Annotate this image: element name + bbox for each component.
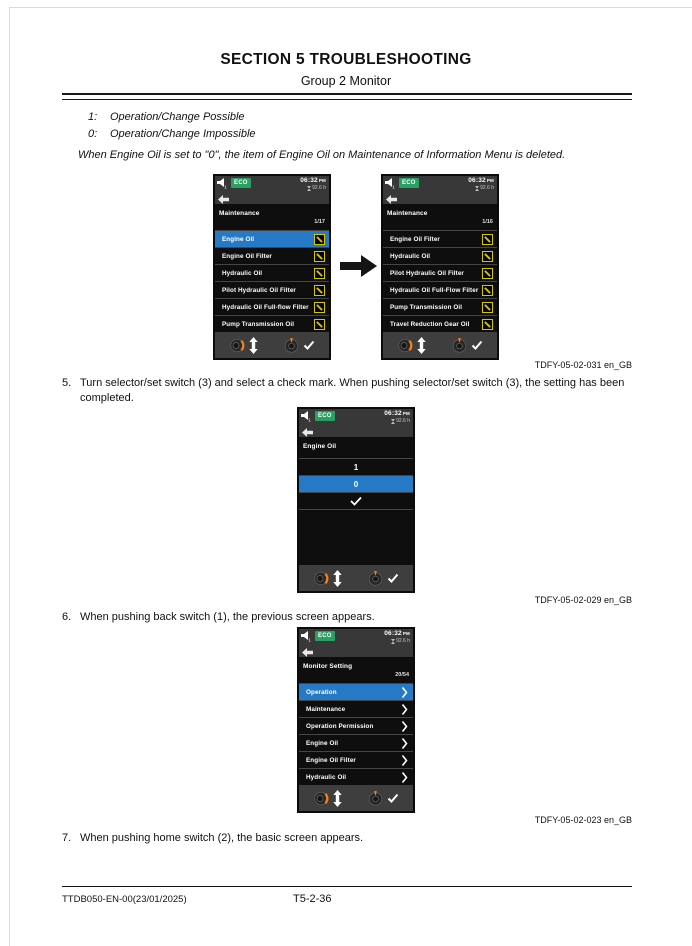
selector-knob-turn-icon — [397, 337, 414, 354]
option-value: 1 — [353, 462, 359, 472]
menu-item-label: Engine Oil Filter — [222, 252, 272, 260]
scroll-control-hint — [313, 790, 342, 807]
time-text — [384, 411, 410, 418]
chevron-right-icon — [401, 720, 408, 733]
clock-block — [300, 178, 326, 191]
step-text: When pushing home switch (2), the basic screen appears. — [80, 832, 364, 844]
menu-item — [299, 683, 413, 700]
confirm-check-icon — [387, 573, 399, 583]
speaker-icon — [385, 178, 396, 189]
adjust-icon-glyph — [484, 253, 491, 260]
screen-title: Maintenance — [387, 210, 428, 217]
chevron-right-icon — [401, 720, 408, 733]
menu-item-label: Hydraulic Oil Full-Flow Filter — [390, 286, 479, 294]
step-6 — [62, 610, 625, 625]
scroll-control-hint — [313, 570, 342, 587]
legend-value: 0: — [88, 128, 98, 140]
maintenance-adjust-icon — [482, 268, 493, 279]
option-value: 0 — [353, 479, 359, 489]
legend-text: Operation/Change Impossible — [110, 128, 256, 140]
menu-item — [215, 281, 329, 298]
adjust-icon-glyph — [316, 236, 323, 243]
menu-item — [215, 247, 329, 264]
step-7 — [62, 831, 625, 846]
hour-meter-icon — [307, 186, 311, 191]
meridiem: PM — [486, 178, 494, 183]
adjust-icon-glyph — [484, 287, 491, 294]
menu-item — [215, 298, 329, 315]
maintenance-adjust-icon — [314, 302, 325, 313]
monitor-setting-menu — [297, 627, 415, 813]
hour-meter — [384, 419, 410, 424]
page-edge-top — [9, 7, 692, 8]
menu-item-label: Engine Oil Filter — [306, 756, 356, 764]
selector-knob-turn-icon — [313, 790, 330, 807]
speaker-icon — [301, 631, 312, 642]
menu-item — [383, 230, 497, 247]
chevron-right-icon — [401, 703, 408, 716]
scroll-control-hint — [229, 337, 258, 354]
group-subtitle: Group 2 Monitor — [300, 74, 392, 88]
menu-item-label: Pump Transmission Oil — [222, 320, 295, 328]
meridiem: PM — [318, 178, 326, 183]
scroll-up-down-icon — [333, 570, 342, 587]
adjust-icon-glyph — [316, 287, 323, 294]
back-arrow-glyph — [302, 648, 314, 658]
monitor-maintenance-before — [213, 174, 331, 360]
hour-value: 92.6 h — [396, 638, 410, 644]
hour-meter-icon — [475, 186, 479, 191]
arrow-shaft — [340, 262, 361, 270]
eco-badge: ECO — [231, 178, 251, 188]
step-number: 5. — [62, 377, 72, 389]
monitor-status-bar — [383, 176, 497, 204]
menu-item — [383, 247, 497, 264]
note-text: When Engine Oil is set to "0", the item of Engine Oil on Maintenance of Information Menu is deleted. — [78, 149, 566, 161]
scroll-control-hint — [397, 337, 426, 354]
time-text — [384, 631, 410, 638]
adjust-icon-glyph — [316, 270, 323, 277]
maintenance-adjust-icon — [314, 268, 325, 279]
monitor-engine-oil-setting — [297, 407, 415, 593]
status-row — [299, 629, 413, 642]
menu-item-label: Pump Transmission Oil — [390, 303, 463, 311]
legend-line-2 — [88, 128, 256, 140]
chevron-right-icon — [401, 686, 408, 699]
adjust-icon-glyph — [484, 304, 491, 311]
screen-title-block — [299, 437, 413, 458]
figure-caption-2: TDFY-05-02-029 en_GB — [534, 595, 632, 605]
maintenance-adjust-icon — [482, 319, 493, 330]
screen-title-block — [299, 657, 413, 683]
meridiem: PM — [402, 631, 410, 636]
step-number: 6. — [62, 611, 72, 623]
option-row — [299, 475, 413, 492]
adjust-icon-glyph — [316, 253, 323, 260]
speaker-icon — [217, 178, 228, 189]
header-rule — [62, 93, 632, 100]
svg-text:1: 1 — [308, 417, 311, 422]
menu-item — [215, 230, 329, 247]
menu-item-label: Pilot Hydraulic Oil Filter — [222, 286, 296, 294]
menu-item — [383, 298, 497, 315]
hour-meter — [468, 186, 494, 191]
status-row — [299, 409, 413, 422]
maintenance-adjust-icon — [482, 251, 493, 262]
monitor-bottom-bar — [299, 565, 413, 591]
adjust-icon-glyph — [484, 270, 491, 277]
figure-caption-3: TDFY-05-02-023 en_GB — [534, 815, 632, 825]
clock-block — [468, 178, 494, 191]
back-arrow-glyph — [218, 195, 230, 205]
chevron-right-icon — [401, 686, 408, 699]
chevron-right-icon — [401, 703, 408, 716]
selector-knob-turn-icon — [229, 337, 246, 354]
scroll-up-down-icon — [417, 337, 426, 354]
arrow-head — [361, 255, 377, 277]
maintenance-adjust-icon — [314, 285, 325, 296]
selector-knob-press-icon — [367, 570, 384, 587]
adjust-icon-glyph — [484, 321, 491, 328]
time-text — [468, 178, 494, 185]
adjust-icon-glyph — [316, 304, 323, 311]
selector-knob-turn-icon — [313, 570, 330, 587]
screen-title: Maintenance — [219, 210, 260, 217]
monitor-bottom-bar — [215, 332, 329, 358]
hour-meter-icon — [391, 639, 395, 644]
maintenance-adjust-icon — [314, 319, 325, 330]
screen-title: Monitor Setting — [303, 663, 353, 670]
menu-item-label: Engine Oil Filter — [390, 235, 440, 243]
time-value: 06:32 — [384, 630, 402, 637]
menu-item — [299, 768, 413, 785]
menu-item-label: Hydraulic Oil — [390, 252, 431, 260]
legend-text: Operation/Change Possible — [110, 111, 245, 123]
menu-item — [383, 264, 497, 281]
status-row — [383, 176, 497, 189]
page-indicator: 20/54 — [395, 672, 409, 678]
screen-title-block — [215, 204, 329, 230]
option-row — [299, 492, 413, 509]
selector-knob-press-icon — [451, 337, 468, 354]
selector-knob-press-icon — [367, 790, 384, 807]
clock-block — [384, 631, 410, 644]
menu-item — [299, 751, 413, 768]
time-value: 06:32 — [384, 410, 402, 417]
separator — [299, 509, 413, 510]
menu-item — [215, 315, 329, 332]
back-switch-icon — [302, 645, 314, 663]
chevron-right-icon — [401, 737, 408, 750]
confirm-check-icon — [387, 793, 399, 803]
screen-title: Engine Oil — [303, 443, 337, 450]
chevron-right-icon — [401, 754, 408, 767]
menu-item — [383, 315, 497, 332]
eco-badge: ECO — [399, 178, 419, 188]
chevron-right-icon — [401, 771, 408, 784]
svg-text:1: 1 — [308, 637, 311, 642]
menu-item — [299, 734, 413, 751]
transition-arrow-icon — [340, 255, 377, 277]
monitor-status-bar — [299, 409, 413, 437]
clock-block — [384, 411, 410, 424]
page-indicator: 1/16 — [482, 219, 493, 225]
menu-item-label: Pilot Hydraulic Oil Filter — [390, 269, 464, 277]
hour-value: 92.6 h — [480, 185, 494, 191]
step-number: 7. — [62, 832, 72, 844]
monitor-maintenance-after — [381, 174, 499, 360]
select-control-hint — [283, 337, 315, 354]
menu-item-label: Engine Oil — [306, 739, 339, 747]
menu-item-label: Travel Reduction Gear Oil — [390, 320, 470, 328]
back-switch-icon — [302, 425, 314, 443]
chevron-right-icon — [401, 754, 408, 767]
adjust-icon-glyph — [484, 236, 491, 243]
chevron-right-icon — [401, 771, 408, 784]
svg-text:1: 1 — [392, 184, 395, 189]
step-text: Turn selector/set switch (3) and select a check mark. When pushing selector/set switch (3), the setting has been completed. — [80, 377, 625, 404]
maintenance-adjust-icon — [482, 285, 493, 296]
footer-rule — [62, 886, 632, 887]
hour-meter — [384, 639, 410, 644]
time-text — [300, 178, 326, 185]
page-indicator: 1/17 — [314, 219, 325, 225]
step-text: When pushing back switch (1), the previous screen appears. — [80, 611, 375, 623]
hour-value: 92.6 h — [396, 418, 410, 424]
speaker-icon — [301, 411, 312, 422]
confirm-check-icon — [303, 340, 315, 350]
back-switch-icon — [218, 192, 230, 210]
footer-page-number: T5-2-36 — [293, 893, 332, 905]
time-value: 06:32 — [468, 177, 486, 184]
menu-item-label: Engine Oil — [222, 235, 255, 243]
menu-item-label: Hydraulic Oil Full-flow Filter — [222, 303, 309, 311]
monitor-status-bar — [215, 176, 329, 204]
menu-item-label: Operation Permission — [306, 722, 374, 730]
menu-item — [215, 264, 329, 281]
hour-meter-icon — [391, 419, 395, 424]
back-arrow-glyph — [386, 195, 398, 205]
menu-item-label: Operation — [306, 688, 337, 696]
select-control-hint — [367, 570, 399, 587]
selector-knob-press-icon — [283, 337, 300, 354]
check-option-icon — [349, 496, 363, 506]
option-row — [299, 458, 413, 475]
back-arrow-glyph — [302, 428, 314, 438]
section-title: SECTION 5 TROUBLESHOOTING — [220, 51, 472, 68]
monitor-bottom-bar — [299, 785, 413, 811]
footer-doc-number: TTDB050-EN-00(23/01/2025) — [62, 894, 187, 905]
hour-meter — [300, 186, 326, 191]
monitor-status-bar — [299, 629, 413, 657]
page-edge-left — [9, 7, 10, 946]
menu-item-label: Maintenance — [306, 705, 346, 713]
maintenance-adjust-icon — [482, 302, 493, 313]
scroll-up-down-icon — [333, 790, 342, 807]
menu-item — [383, 281, 497, 298]
scroll-up-down-icon — [249, 337, 258, 354]
maintenance-adjust-icon — [482, 234, 493, 245]
status-row — [215, 176, 329, 189]
hour-value: 92.6 h — [312, 185, 326, 191]
screen-title-block — [383, 204, 497, 230]
select-control-hint — [367, 790, 399, 807]
svg-text:1: 1 — [224, 184, 227, 189]
select-control-hint — [451, 337, 483, 354]
back-switch-icon — [386, 192, 398, 210]
adjust-icon-glyph — [316, 321, 323, 328]
eco-badge: ECO — [315, 631, 335, 641]
maintenance-adjust-icon — [314, 251, 325, 262]
step-5 — [62, 376, 625, 406]
maintenance-adjust-icon — [314, 234, 325, 245]
meridiem: PM — [402, 411, 410, 416]
figure-caption-1: TDFY-05-02-031 en_GB — [534, 360, 632, 370]
eco-badge: ECO — [315, 411, 335, 421]
monitor-bottom-bar — [383, 332, 497, 358]
chevron-right-icon — [401, 737, 408, 750]
menu-item-label: Hydraulic Oil — [306, 773, 347, 781]
legend-value: 1: — [88, 111, 98, 123]
confirm-check-icon — [471, 340, 483, 350]
legend-line-1 — [88, 111, 245, 123]
menu-item — [299, 717, 413, 734]
time-value: 06:32 — [300, 177, 318, 184]
menu-item-label: Hydraulic Oil — [222, 269, 263, 277]
menu-item — [299, 700, 413, 717]
